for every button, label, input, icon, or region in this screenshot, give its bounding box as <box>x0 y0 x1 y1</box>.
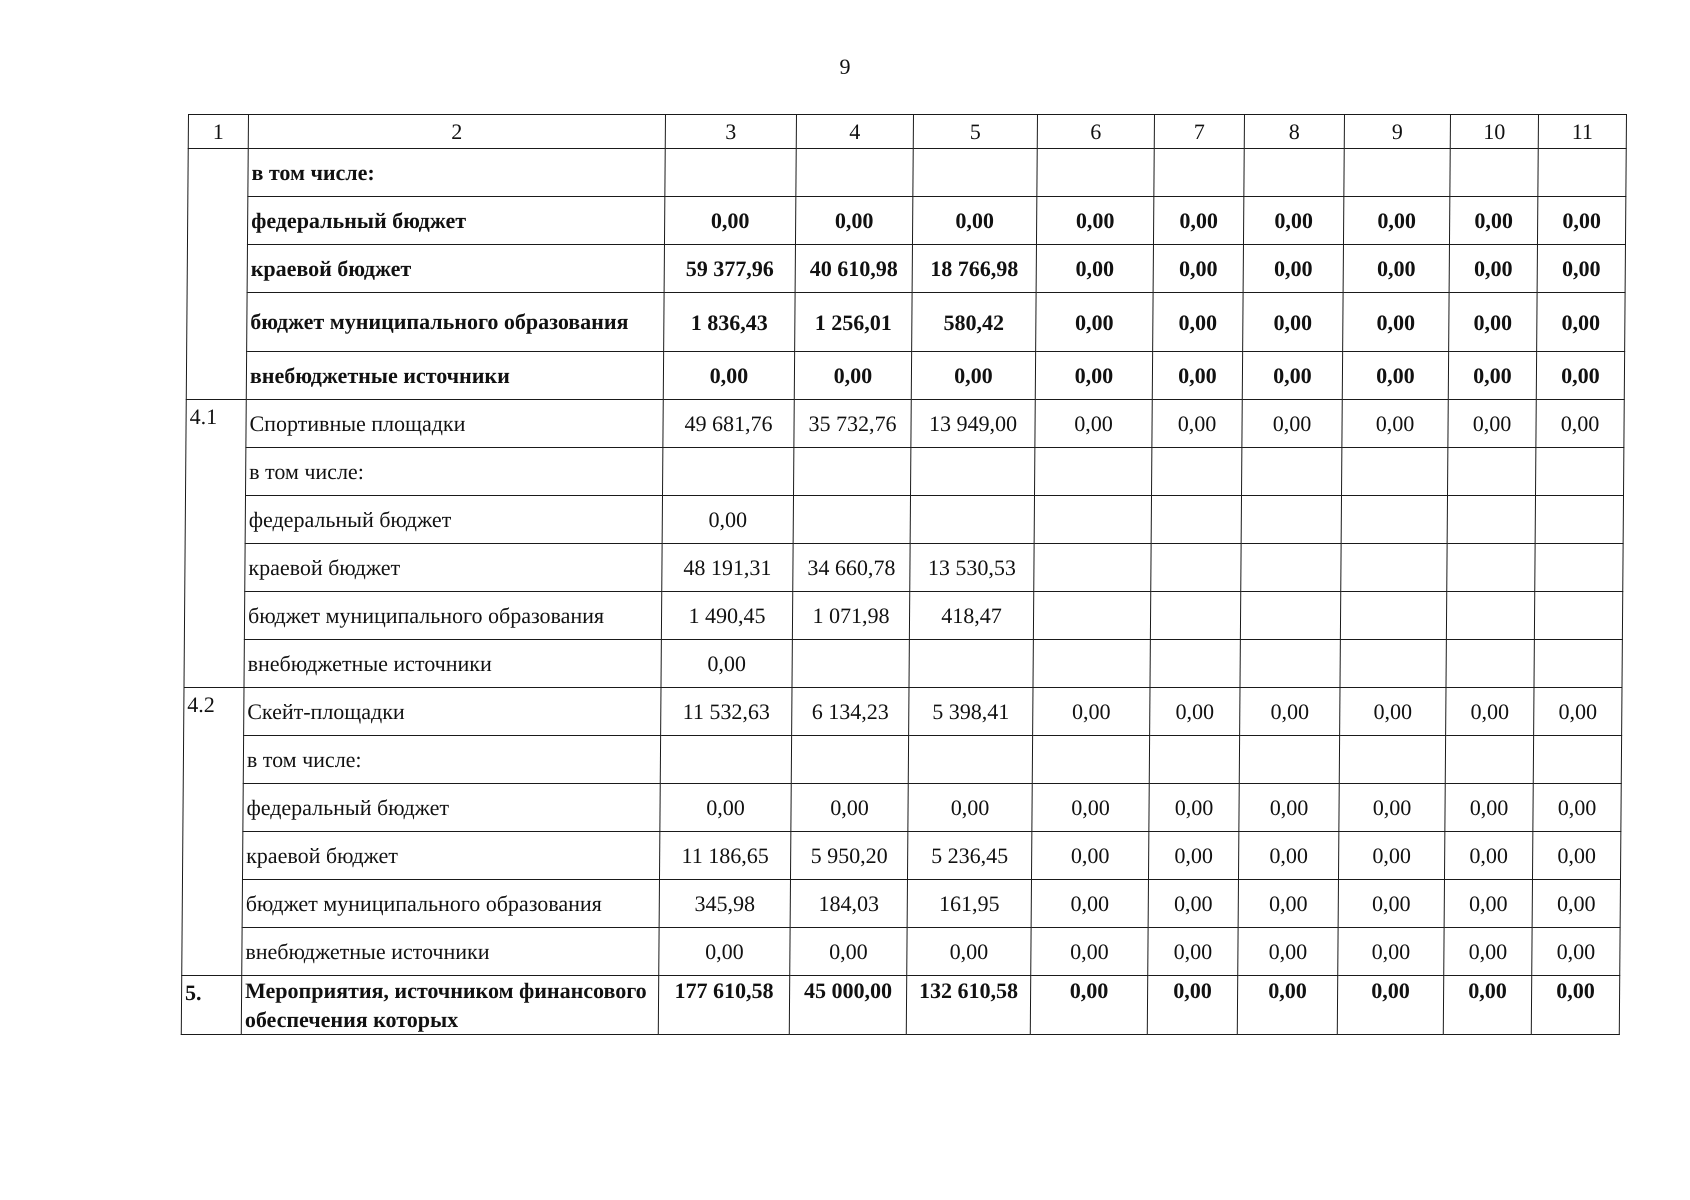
value-cell: 0,00 <box>1031 880 1148 928</box>
value-cell <box>1536 448 1624 496</box>
value-cell: 0,00 <box>1031 832 1148 880</box>
value-cell: 5 236,45 <box>907 832 1031 880</box>
table-row <box>182 928 1620 976</box>
value-cell: 5 950,20 <box>790 832 907 880</box>
value-cell: 0,00 <box>1035 352 1152 400</box>
value-cell: 0,00 <box>1240 688 1340 736</box>
row-label: в том числе: <box>246 448 663 496</box>
value-cell: 0,00 <box>1148 832 1238 880</box>
value-cell <box>1533 736 1621 784</box>
table-row <box>188 149 1626 197</box>
value-cell <box>1152 448 1242 496</box>
row-label: федеральный бюджет <box>247 197 664 245</box>
value-cell: 0,00 <box>1343 293 1449 352</box>
value-cell: 0,00 <box>1153 293 1243 352</box>
value-cell: 0,00 <box>1537 197 1625 245</box>
value-cell: 1 071,98 <box>792 592 909 640</box>
row-label: краевой бюджет <box>242 832 659 880</box>
row-code-cell: 4.1 <box>184 400 246 688</box>
value-cell: 0,00 <box>1536 400 1624 448</box>
value-cell: 11 532,63 <box>661 688 792 736</box>
value-cell: 0,00 <box>1153 245 1243 293</box>
value-cell: 0,00 <box>790 928 907 976</box>
value-cell: 0,00 <box>1149 784 1239 832</box>
row-label: внебюджетные источники <box>242 928 659 976</box>
table-row <box>185 496 1623 544</box>
value-cell: 0,00 <box>1243 197 1343 245</box>
value-cell <box>1446 640 1534 688</box>
table-row <box>182 832 1620 880</box>
value-cell <box>1448 448 1536 496</box>
value-cell <box>1242 448 1342 496</box>
value-cell <box>1240 592 1340 640</box>
value-cell: 40 610,98 <box>795 245 912 293</box>
value-cell: 0,00 <box>1343 245 1449 293</box>
value-cell: 45 000,00 <box>789 976 906 1035</box>
value-cell: 0,00 <box>1536 352 1624 400</box>
value-cell: 0,00 <box>1238 880 1338 928</box>
value-cell: 0,00 <box>1148 880 1238 928</box>
value-cell: 0,00 <box>1444 880 1532 928</box>
value-cell <box>913 149 1037 197</box>
value-cell: 0,00 <box>660 784 791 832</box>
value-cell <box>1035 448 1152 496</box>
value-cell <box>1340 592 1446 640</box>
value-cell: 0,00 <box>1444 832 1532 880</box>
value-cell <box>794 448 911 496</box>
value-cell: 1 836,43 <box>664 293 795 352</box>
table-row <box>184 640 1622 688</box>
value-cell: 5 398,41 <box>909 688 1033 736</box>
table-row <box>185 544 1623 592</box>
row-label: Спортивные площадки <box>246 400 663 448</box>
value-cell: 0,00 <box>1152 400 1242 448</box>
value-cell: 0,00 <box>1338 832 1444 880</box>
row-label: федеральный бюджет <box>245 496 662 544</box>
value-cell: 0,00 <box>1147 976 1237 1035</box>
value-cell <box>1150 640 1240 688</box>
value-cell: 49 681,76 <box>663 400 794 448</box>
column-header: 7 <box>1154 115 1244 149</box>
value-cell: 0,00 <box>1152 352 1242 400</box>
row-label: в том числе: <box>243 736 660 784</box>
column-header: 1 <box>188 115 248 149</box>
value-cell: 35 732,76 <box>794 400 911 448</box>
value-cell <box>793 496 910 544</box>
column-header: 4 <box>796 115 913 149</box>
value-cell: 0,00 <box>1449 293 1537 352</box>
value-cell <box>1149 736 1239 784</box>
value-cell: 418,47 <box>909 592 1033 640</box>
table-row <box>187 197 1625 245</box>
value-cell: 0,00 <box>1537 293 1625 352</box>
value-cell <box>910 496 1034 544</box>
column-header: 10 <box>1450 115 1538 149</box>
value-cell <box>1033 592 1150 640</box>
value-cell: 0,00 <box>1343 197 1449 245</box>
value-cell: 0,00 <box>1243 293 1343 352</box>
value-cell: 0,00 <box>1036 245 1153 293</box>
value-cell: 0,00 <box>1449 197 1537 245</box>
value-cell <box>1341 544 1447 592</box>
value-cell <box>1344 149 1450 197</box>
value-cell: 0,00 <box>1446 688 1534 736</box>
value-cell <box>1034 544 1151 592</box>
value-cell: 11 186,65 <box>659 832 790 880</box>
row-label: в том числе: <box>248 149 665 197</box>
table-row <box>181 976 1619 1035</box>
value-cell: 13 530,53 <box>910 544 1034 592</box>
value-cell <box>1150 592 1240 640</box>
value-cell: 0,00 <box>912 197 1036 245</box>
value-cell: 0,00 <box>664 197 795 245</box>
value-cell: 0,00 <box>791 784 908 832</box>
value-cell: 0,00 <box>1537 245 1625 293</box>
table-row <box>186 448 1624 496</box>
value-cell: 0,00 <box>1032 784 1149 832</box>
value-cell: 0,00 <box>1533 784 1621 832</box>
table-row <box>186 400 1624 448</box>
column-header: 5 <box>913 115 1037 149</box>
value-cell: 0,00 <box>1238 832 1338 880</box>
value-cell: 0,00 <box>1342 400 1448 448</box>
row-code-cell: 4.2 <box>182 688 244 976</box>
row-code-cell <box>186 149 248 400</box>
value-cell: 0,00 <box>1449 245 1537 293</box>
value-cell <box>1339 736 1445 784</box>
value-cell <box>1534 640 1622 688</box>
value-cell <box>1244 149 1344 197</box>
value-cell: 0,00 <box>795 197 912 245</box>
value-cell: 0,00 <box>794 352 911 400</box>
row-label: краевой бюджет <box>247 245 664 293</box>
value-cell <box>791 736 908 784</box>
value-cell <box>1151 544 1241 592</box>
value-cell <box>1447 544 1535 592</box>
table-row <box>183 736 1621 784</box>
row-label: краевой бюджет <box>245 544 662 592</box>
value-cell: 59 377,96 <box>664 245 795 293</box>
value-cell: 0,00 <box>907 928 1031 976</box>
value-cell: 13 949,00 <box>911 400 1035 448</box>
table-row <box>182 880 1620 928</box>
row-label: Мероприятия, источником финансового обеспечения которых <box>241 976 658 1035</box>
value-cell <box>1032 736 1149 784</box>
value-cell <box>796 149 913 197</box>
value-cell: 0,00 <box>911 352 1035 400</box>
value-cell: 0,00 <box>1445 784 1533 832</box>
value-cell <box>660 736 791 784</box>
value-cell: 0,00 <box>1342 352 1448 400</box>
value-cell <box>1341 496 1447 544</box>
value-cell <box>1033 640 1150 688</box>
value-cell: 0,00 <box>1242 352 1342 400</box>
value-cell: 0,00 <box>1338 880 1444 928</box>
value-cell: 0,00 <box>663 352 794 400</box>
column-header: 3 <box>665 115 796 149</box>
value-cell: 0,00 <box>1534 688 1622 736</box>
value-cell: 0,00 <box>1238 928 1338 976</box>
value-cell: 0,00 <box>1243 245 1343 293</box>
table-row <box>184 592 1622 640</box>
value-cell: 0,00 <box>1242 400 1342 448</box>
value-cell: 580,42 <box>912 293 1036 352</box>
value-cell: 0,00 <box>1532 832 1620 880</box>
value-cell <box>1447 496 1535 544</box>
column-header: 9 <box>1344 115 1450 149</box>
value-cell: 0,00 <box>659 928 790 976</box>
value-cell: 0,00 <box>1338 928 1444 976</box>
value-cell <box>1241 496 1341 544</box>
value-cell <box>665 149 796 197</box>
row-label: федеральный бюджет <box>243 784 660 832</box>
value-cell: 0,00 <box>908 784 1032 832</box>
value-cell: 0,00 <box>1237 976 1337 1035</box>
value-cell: 0,00 <box>1239 784 1339 832</box>
value-cell <box>908 736 1032 784</box>
value-cell: 184,03 <box>790 880 907 928</box>
value-cell <box>1445 736 1533 784</box>
value-cell <box>911 448 1035 496</box>
value-cell: 0,00 <box>1531 976 1619 1035</box>
page-number: 9 <box>839 54 851 79</box>
value-cell: 0,00 <box>1339 784 1445 832</box>
table-row <box>186 352 1624 400</box>
row-label: бюджет муниципального образования <box>247 293 664 352</box>
row-label: внебюджетные источники <box>244 640 661 688</box>
value-cell: 0,00 <box>1448 400 1536 448</box>
value-cell <box>1034 496 1151 544</box>
value-cell: 0,00 <box>1148 928 1238 976</box>
value-cell: 34 660,78 <box>793 544 910 592</box>
row-code-cell: 5. <box>181 976 241 1035</box>
value-cell: 0,00 <box>1448 352 1536 400</box>
value-cell <box>1534 592 1622 640</box>
value-cell <box>909 640 1033 688</box>
value-cell <box>792 640 909 688</box>
value-cell: 0,00 <box>661 640 792 688</box>
value-cell: 0,00 <box>1033 688 1150 736</box>
value-cell <box>1154 149 1244 197</box>
value-cell: 0,00 <box>1153 197 1243 245</box>
value-cell: 0,00 <box>1443 976 1531 1035</box>
row-label: внебюджетные источники <box>246 352 663 400</box>
value-cell: 6 134,23 <box>792 688 909 736</box>
value-cell <box>1535 544 1623 592</box>
table-row <box>187 245 1625 293</box>
value-cell <box>1241 544 1341 592</box>
value-cell <box>1340 640 1446 688</box>
column-header: 6 <box>1037 115 1154 149</box>
value-cell: 18 766,98 <box>912 245 1036 293</box>
value-cell: 0,00 <box>1150 688 1240 736</box>
budget-table <box>181 114 1627 1035</box>
value-cell: 0,00 <box>1444 928 1532 976</box>
value-cell: 0,00 <box>1337 976 1443 1035</box>
value-cell: 0,00 <box>1532 880 1620 928</box>
value-cell: 132 610,58 <box>906 976 1030 1035</box>
value-cell: 1 490,45 <box>661 592 792 640</box>
value-cell <box>1450 149 1538 197</box>
value-cell: 48 191,31 <box>662 544 793 592</box>
row-label: Скейт-площадки <box>244 688 661 736</box>
value-cell: 345,98 <box>659 880 790 928</box>
value-cell <box>1535 496 1623 544</box>
value-cell <box>1239 736 1339 784</box>
value-cell <box>1538 149 1626 197</box>
value-cell: 0,00 <box>1036 293 1153 352</box>
value-cell <box>1037 149 1154 197</box>
value-cell <box>1342 448 1448 496</box>
table-row <box>183 784 1621 832</box>
column-header: 2 <box>248 115 665 149</box>
row-label: бюджет муниципального образования <box>244 592 661 640</box>
row-label: бюджет муниципального образования <box>242 880 659 928</box>
table-row <box>184 688 1622 736</box>
value-cell <box>663 448 794 496</box>
table-row <box>187 293 1625 352</box>
value-cell: 1 256,01 <box>795 293 912 352</box>
column-header: 11 <box>1538 115 1626 149</box>
value-cell: 0,00 <box>1036 197 1153 245</box>
value-cell: 0,00 <box>662 496 793 544</box>
value-cell: 177 610,58 <box>658 976 789 1035</box>
column-header: 8 <box>1244 115 1344 149</box>
value-cell <box>1446 592 1534 640</box>
value-cell: 161,95 <box>907 880 1031 928</box>
value-cell: 0,00 <box>1030 976 1147 1035</box>
value-cell: 0,00 <box>1532 928 1620 976</box>
value-cell <box>1240 640 1340 688</box>
value-cell: 0,00 <box>1035 400 1152 448</box>
value-cell: 0,00 <box>1031 928 1148 976</box>
value-cell: 0,00 <box>1340 688 1446 736</box>
column-number-row <box>188 115 1626 149</box>
value-cell <box>1151 496 1241 544</box>
